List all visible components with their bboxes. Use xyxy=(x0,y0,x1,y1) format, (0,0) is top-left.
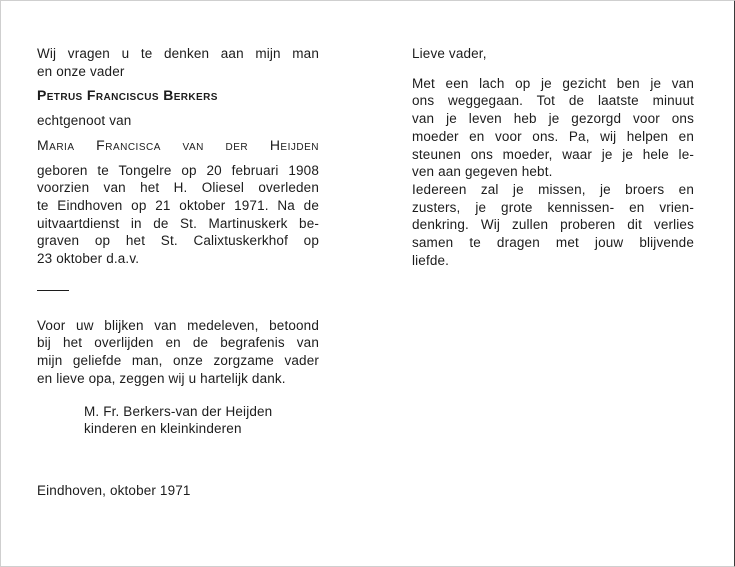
place-date: Eindhoven, oktober 1971 xyxy=(37,482,191,498)
bio-line: geboren te Tongelre op 20 februari 1908 xyxy=(37,162,319,178)
message-line: steunen ons moeder, waar je je hele le- xyxy=(412,146,694,162)
thanks-line: Voor uw blijken van medeleven, betoond xyxy=(37,317,319,333)
message-line: zusters, je grote kennissen- en vrien- xyxy=(412,199,694,215)
message-line: samen te dragen met jouw blijvende xyxy=(412,235,694,251)
left-panel xyxy=(37,45,319,500)
bio-line: uitvaartdienst in de St. Martinuskerk be- xyxy=(37,215,319,231)
message-line: van je leven heb je gezorgd voor ons xyxy=(412,111,694,127)
message-line: denkring. Wij zullen proberen dit verlies xyxy=(412,217,694,233)
bio-line: 23 oktober d.a.v. xyxy=(37,251,140,267)
thanks-line: en lieve opa, zeggen wij u hartelijk dank. xyxy=(37,370,286,386)
message-line: ven aan gegeven hebt. xyxy=(412,164,553,180)
intro-line: Wij vragen u te denken aan mijn man xyxy=(37,46,319,61)
salutation: Lieve vader, xyxy=(412,46,487,61)
spouse-name: Maria Francisca van der Heijden xyxy=(37,136,319,153)
bio-line: voorzien van het H. Oliesel overleden xyxy=(37,180,319,196)
deceased-name: Petrus Franciscus Berkers xyxy=(37,87,218,104)
bio-line: graven op het St. Calixtuskerkhof op xyxy=(37,233,319,249)
intro-line: en onze vader xyxy=(37,63,125,79)
right-panel xyxy=(412,45,694,269)
message-line: Iedereen zal je missen, je broers en xyxy=(412,181,694,197)
message-line: ons weggegaan. Tot de laatste minuut xyxy=(412,93,694,109)
spouse-prefix: echtgenoot van xyxy=(37,113,132,129)
signature-line: kinderen en kleinkinderen xyxy=(84,421,242,437)
message-line: liefde. xyxy=(412,252,450,268)
message-line: moeder en voor ons. Pa, wij helpen en xyxy=(412,128,694,144)
signature-line: M. Fr. Berkers-van der Heijden xyxy=(84,403,273,419)
message-line: Met een lach op je gezicht ben je van xyxy=(412,75,694,91)
thanks-line: bij het overlijden en de begrafenis van xyxy=(37,335,319,351)
thanks-line: mijn geliefde man, onze zorgzame vader xyxy=(37,353,319,369)
bio-line: te Eindhoven op 21 oktober 1971. Na de xyxy=(37,197,319,213)
